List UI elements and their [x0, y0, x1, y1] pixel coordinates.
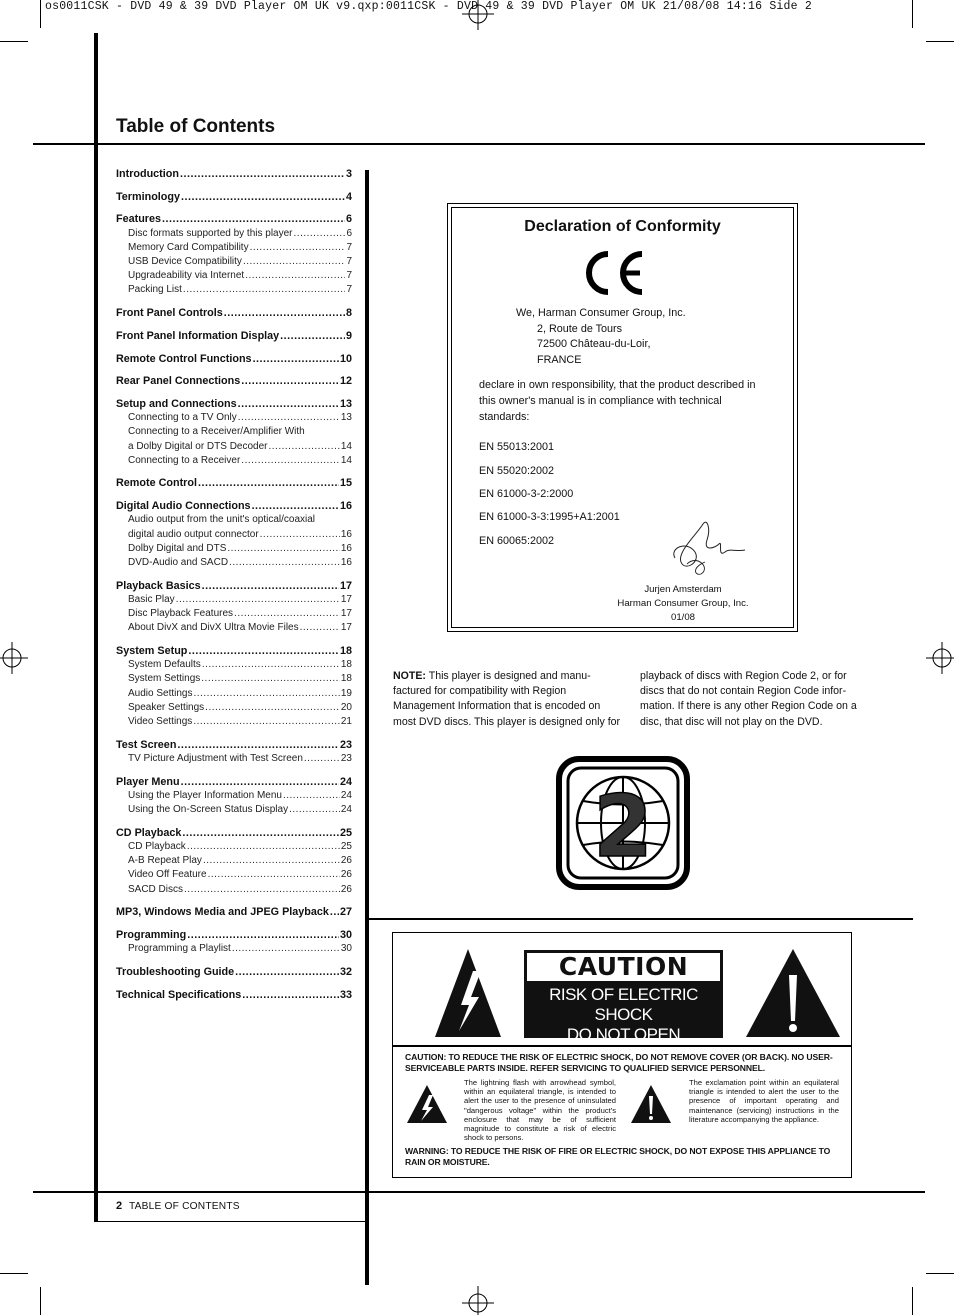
toc-entry-title: Test Screen — [116, 738, 177, 751]
toc-entry-title: Troubleshooting Guide — [116, 965, 235, 978]
toc-page-number: 10 — [339, 352, 352, 365]
toc-entry-title: Remote Control — [116, 477, 197, 490]
toc-page-number: 30 — [339, 928, 352, 941]
caution-panel — [392, 932, 852, 1178]
toc-entry-title: Using the On-Screen Status Display — [128, 804, 289, 816]
toc-leader-dots — [181, 775, 339, 789]
lightning-explanation: The lightning flash with arrowhead symbol, within an equilateral triangle, is intended to alert the user to the presence of uninsulated "dangerous voltage" within the product's enclosure that may be of sufficient magnitude to constitute a risk of electric shock to persons. — [464, 1078, 616, 1143]
column-divider-bar — [365, 170, 369, 1285]
toc-page-number: 9 — [345, 329, 352, 342]
toc-entry-title: Rear Panel Connections — [116, 375, 241, 388]
toc-page-number: 17 — [340, 608, 352, 620]
declaration-date: 01/08 — [670, 612, 695, 623]
address-line: 2, Route de Tours — [537, 322, 623, 335]
toc-section — [116, 738, 352, 766]
toc-entry-title: Player Menu — [116, 775, 180, 788]
toc-page-number: 24 — [340, 789, 352, 801]
toc-page-number: 33 — [339, 988, 352, 1001]
toc-subentry[interactable] — [116, 672, 352, 686]
exclamation-explanation: The exclamation point within an equilateral triangle is intended to alert the user to the presence of important operating and maintenance (servicing) instructions in the literature accompanying the appliance. — [689, 1078, 839, 1124]
toc-entry[interactable] — [116, 579, 352, 593]
header-rule — [33, 143, 925, 145]
registration-mark-top — [460, 0, 496, 32]
standard-item: EN 60065:2002 — [479, 535, 555, 547]
toc-subentry[interactable] — [116, 255, 352, 269]
note-text-1: This player is designed and manu-factured for compatibility with Region Management Information that is encoded on most DVD discs. This player is designed only for — [393, 670, 621, 728]
toc-page-number: 13 — [339, 397, 352, 410]
standard-item: EN 61000-3-3:1995+A1:2001 — [479, 511, 620, 523]
declaration-company: We, Harman Consumer Group, Inc. — [516, 307, 686, 319]
toc-entry-title: Connecting to a Receiver/Amplifier With — [128, 426, 305, 438]
lightning-small-icon — [405, 1083, 449, 1125]
toc-entry-title: Audio output from the unit's optical/coaxial — [128, 514, 316, 526]
toc-entry[interactable] — [116, 738, 352, 752]
page-title: Table of Contents — [116, 116, 276, 137]
toc-leader-dots — [283, 789, 340, 803]
toc-leader-dots — [181, 190, 345, 204]
toc-leader-dots — [241, 374, 339, 388]
toc-section — [116, 499, 352, 570]
toc-section — [116, 644, 352, 729]
toc-leader-dots — [182, 826, 339, 840]
toc-entry[interactable] — [116, 826, 352, 840]
toc-page-number: 18 — [340, 659, 352, 671]
table-of-contents — [116, 167, 352, 1010]
toc-page-number: 30 — [340, 943, 352, 955]
note-column-1 — [393, 669, 625, 730]
toc-entry[interactable] — [116, 644, 352, 658]
toc-subentry[interactable] — [116, 440, 352, 454]
toc-leader-dots — [260, 528, 340, 542]
toc-entry-title: TV Picture Adjustment with Test Screen — [128, 752, 303, 764]
exclamation-warning-icon — [743, 945, 843, 1041]
toc-subentry[interactable] — [116, 803, 352, 817]
toc-entry-title: Packing List — [128, 284, 182, 296]
declaration-statement: declare in own responsibility, that the product described in this owner's manual is in compliance with technical standards: — [479, 379, 756, 423]
declaration-title: Declaration of Conformity — [524, 218, 721, 235]
toc-entry-title: Introduction — [116, 168, 179, 180]
toc-subentry[interactable] — [116, 621, 352, 635]
toc-section — [116, 374, 352, 388]
toc-leader-dots — [243, 255, 346, 269]
toc-leader-dots — [188, 644, 339, 658]
toc-page-number: 16 — [340, 556, 352, 568]
toc-page-number: 16 — [340, 528, 352, 540]
toc-entry-title: System Defaults — [128, 659, 201, 671]
toc-leader-dots — [180, 167, 345, 181]
toc-entry-title: CD Playback — [116, 826, 182, 839]
toc-leader-dots — [235, 965, 339, 979]
toc-entry[interactable] — [116, 775, 352, 789]
toc-page-number: 20 — [340, 701, 352, 713]
toc-subentry[interactable] — [116, 283, 352, 297]
standard-item: EN 55020:2002 — [479, 465, 555, 477]
toc-section — [116, 397, 352, 468]
printer-slug: os0011CSK - DVD 49 & 39 DVD Player OM UK v9.qxp:0011CSK - DVD 49 & 39 DVD Player OM UK 21/08/08 14:16 Side 2 — [45, 0, 812, 13]
declaration-address — [516, 306, 686, 368]
toc-leader-dots — [193, 715, 340, 729]
toc-page-number: 7 — [346, 256, 352, 268]
lightning-warning-icon — [433, 945, 503, 1041]
declaration-signer — [603, 583, 763, 625]
toc-leader-dots — [242, 988, 339, 1002]
toc-entry-title: Programming a Playlist — [128, 943, 231, 955]
signature-image — [667, 518, 747, 578]
toc-page-number: 7 — [346, 241, 352, 253]
toc-entry[interactable] — [116, 905, 352, 919]
toc-section — [116, 352, 352, 366]
toc-section — [116, 579, 352, 636]
toc-section — [116, 988, 352, 1002]
toc-subentry[interactable] — [116, 227, 352, 241]
toc-page-number: 6 — [345, 213, 352, 226]
toc-leader-dots — [203, 854, 340, 868]
toc-leader-dots — [187, 840, 340, 854]
toc-entry-title: Connecting to a Receiver — [128, 454, 241, 466]
toc-entry-title: Dolby Digital and DTS — [128, 542, 227, 554]
toc-entry-title: Speaker Settings — [128, 701, 205, 713]
toc-page-number: 14 — [340, 454, 352, 466]
toc-subentry[interactable] — [116, 942, 352, 956]
toc-leader-dots — [194, 687, 340, 701]
toc-page-number: 7 — [346, 284, 352, 296]
toc-page-number: 25 — [340, 840, 352, 852]
toc-entry-title: DVD-Audio and SACD — [128, 556, 229, 568]
toc-leader-dots — [252, 499, 339, 513]
caution-divider — [393, 1045, 851, 1047]
toc-entry-title: Connecting to a TV Only — [128, 412, 237, 424]
toc-leader-dots — [232, 942, 340, 956]
toc-section — [116, 826, 352, 897]
toc-leader-dots — [245, 269, 345, 283]
toc-section — [116, 476, 352, 490]
toc-subentry[interactable] — [116, 542, 352, 556]
toc-entry[interactable] — [116, 397, 352, 411]
ce-mark-icon — [578, 248, 648, 298]
toc-section — [116, 928, 352, 956]
toc-leader-dots — [198, 476, 339, 490]
toc-entry-title: A-B Repeat Play — [128, 855, 202, 867]
left-margin-bar — [94, 33, 98, 1222]
risk-line: RISK OF ELECTRIC SHOCK — [549, 985, 698, 1024]
toc-entry[interactable] — [116, 476, 352, 490]
risk-line: DO NOT OPEN — [566, 1025, 681, 1044]
toc-entry[interactable] — [116, 499, 352, 513]
toc-page-number: 32 — [339, 965, 352, 978]
toc-entry-title: Remote Control Functions — [116, 352, 252, 365]
footer-rule — [33, 1191, 925, 1193]
note-label: NOTE: — [393, 670, 426, 682]
toc-leader-dots — [253, 352, 339, 366]
toc-page-number: 17 — [339, 579, 352, 592]
toc-entry-title: About DivX and DivX Ultra Movie Files — [128, 622, 299, 634]
region-code-number: 2 — [593, 777, 653, 877]
toc-entry-title: Programming — [116, 928, 187, 941]
toc-page-number: 13 — [340, 412, 352, 424]
toc-page-number: 17 — [340, 593, 352, 605]
toc-leader-dots — [184, 883, 340, 897]
caution-warning-bottom: WARNING: TO REDUCE THE RISK OF FIRE OR ELECTRIC SHOCK, DO NOT EXPOSE THIS APPLIANCE TO RAIN OR MOISTURE. — [405, 1146, 831, 1167]
toc-subentry[interactable] — [116, 241, 352, 255]
toc-entry-title: Disc Playback Features — [128, 608, 234, 620]
toc-entry[interactable] — [116, 306, 352, 320]
toc-entry[interactable] — [116, 988, 352, 1002]
toc-entry-title: Technical Specifications — [116, 988, 242, 1001]
toc-section — [116, 965, 352, 979]
toc-leader-dots — [201, 672, 340, 686]
standard-item: EN 61000-3-2:2000 — [479, 488, 574, 500]
registration-mark-bottom — [460, 1284, 496, 1315]
toc-page-number: 6 — [346, 227, 352, 239]
address-line: 72500 Château-du-Loir, — [537, 338, 651, 351]
toc-leader-dots — [162, 212, 345, 226]
toc-leader-dots — [234, 607, 340, 621]
declaration-box — [447, 203, 798, 632]
toc-page-number: 18 — [340, 673, 352, 685]
toc-page-number: 4 — [345, 190, 352, 203]
toc-page-number: 7 — [346, 270, 352, 282]
caution-label — [524, 950, 723, 1044]
toc-page-number: 12 — [339, 375, 352, 388]
signer-company: Harman Consumer Group, Inc. — [617, 598, 749, 609]
toc-leader-dots — [183, 283, 346, 297]
toc-page-number: 14 — [340, 440, 352, 452]
toc-entry-title: Playback Basics — [116, 579, 201, 592]
toc-entry[interactable] — [116, 212, 352, 226]
toc-entry-title: Features — [116, 213, 162, 226]
toc-entry[interactable] — [116, 352, 352, 366]
toc-subentry[interactable] — [116, 658, 352, 672]
toc-subentry[interactable] — [116, 715, 352, 729]
toc-entry-title: Front Panel Controls — [116, 307, 223, 320]
caution-risk-text — [524, 985, 723, 1045]
registration-mark-left — [0, 640, 30, 676]
toc-entry[interactable] — [116, 329, 352, 343]
toc-leader-dots — [202, 579, 339, 593]
note-column-2: playback of discs with Region Code 2, or for discs that do not contain Region Code infor-mation. If there is any other Region Code on a disc, that disc will not play on the DVD. — [640, 670, 857, 728]
toc-page-number: 25 — [339, 826, 352, 839]
toc-leader-dots — [229, 556, 340, 570]
toc-subentry[interactable] — [116, 854, 352, 868]
toc-leader-dots — [289, 803, 340, 817]
toc-entry[interactable] — [116, 374, 352, 388]
toc-page-number: 26 — [340, 883, 352, 895]
toc-leader-dots — [202, 658, 340, 672]
signer-name: Jurjen Amsterdam — [644, 584, 722, 595]
toc-entry-title: digital audio output connector — [128, 528, 259, 540]
toc-page-number: 19 — [340, 687, 352, 699]
toc-entry-title: Terminology — [116, 190, 180, 203]
toc-leader-dots — [300, 621, 340, 635]
toc-entry-title: SACD Discs — [128, 883, 184, 895]
toc-section — [116, 190, 352, 204]
toc-entry-title: Using the Player Information Menu — [128, 789, 282, 801]
page-number: 2 — [116, 1200, 123, 1212]
toc-subentry[interactable] — [116, 528, 352, 542]
registration-mark-right — [924, 640, 954, 676]
toc-section — [116, 329, 352, 343]
address-line: FRANCE — [537, 353, 582, 366]
toc-entry[interactable] — [116, 965, 352, 979]
toc-subentry[interactable] — [116, 556, 352, 570]
toc-subentry[interactable] — [116, 513, 352, 527]
toc-leader-dots — [187, 928, 339, 942]
toc-section — [116, 167, 352, 181]
exclamation-small-icon — [629, 1083, 673, 1125]
toc-page-number: 24 — [340, 804, 352, 816]
toc-leader-dots — [227, 542, 340, 556]
toc-entry-title: Audio Settings — [128, 687, 193, 699]
toc-page-number: 24 — [339, 775, 352, 788]
toc-entry-title: Digital Audio Connections — [116, 500, 251, 513]
caution-top-rule — [369, 918, 913, 920]
toc-entry[interactable] — [116, 167, 352, 181]
footer-section-title: TABLE OF CONTENTS — [129, 1201, 240, 1212]
toc-entry-title: System Setup — [116, 644, 188, 657]
toc-entry-title: Basic Play — [128, 593, 175, 605]
toc-entry-title: USB Device Compatibility — [128, 256, 242, 268]
toc-leader-dots — [304, 752, 340, 766]
toc-leader-dots — [208, 868, 340, 882]
toc-page-number: 16 — [339, 500, 352, 513]
toc-page-number: 23 — [339, 738, 352, 751]
toc-leader-dots — [224, 306, 345, 320]
toc-entry-title: CD Playback — [128, 840, 186, 852]
toc-entry-title: System Settings — [128, 673, 201, 685]
toc-subentry[interactable] — [116, 411, 352, 425]
toc-page-number: 26 — [340, 869, 352, 881]
standard-item: EN 55013:2001 — [479, 441, 555, 453]
toc-leader-dots — [330, 905, 339, 919]
toc-leader-dots — [241, 454, 340, 468]
toc-subentry[interactable] — [116, 687, 352, 701]
toc-leader-dots — [238, 411, 340, 425]
toc-leader-dots — [238, 397, 339, 411]
toc-page-number: 23 — [340, 752, 352, 764]
toc-subentry[interactable] — [116, 425, 352, 439]
toc-subentry[interactable] — [116, 840, 352, 854]
toc-page-number: 3 — [345, 168, 352, 180]
toc-entry-title: Disc formats supported by this player — [128, 227, 293, 239]
toc-page-number: 16 — [340, 542, 352, 554]
toc-page-number: 27 — [339, 906, 352, 919]
toc-subentry[interactable] — [116, 454, 352, 468]
toc-leader-dots — [250, 241, 346, 255]
toc-leader-dots — [205, 701, 340, 715]
toc-entry-title: Front Panel Information Display — [116, 329, 280, 342]
toc-subentry[interactable] — [116, 269, 352, 283]
toc-entry-title: Upgradeability via Internet — [128, 270, 245, 282]
toc-entry-title: Setup and Connections — [116, 397, 237, 410]
toc-page-number: 8 — [345, 307, 352, 320]
toc-subentry[interactable] — [116, 789, 352, 803]
toc-leader-dots — [177, 738, 339, 752]
footer-under-rule — [98, 1221, 365, 1222]
toc-page-number: 18 — [339, 644, 352, 657]
caution-warning-top: CAUTION: TO REDUCE THE RISK OF ELECTRIC SHOCK, DO NOT REMOVE COVER (OR BACK). NO USER-SERVICEABLE PARTS INSIDE. REFER SERVICING TO QUALIFIED SERVICE PERSONNEL. — [405, 1052, 833, 1073]
region-code-icon — [556, 756, 690, 890]
toc-subentry[interactable] — [116, 593, 352, 607]
toc-entry-title: a Dolby Digital or DTS Decoder — [128, 440, 268, 452]
toc-section — [116, 905, 352, 919]
toc-entry-title: Video Off Feature — [128, 869, 207, 881]
toc-page-number: 15 — [339, 477, 352, 490]
toc-section — [116, 775, 352, 818]
toc-leader-dots — [176, 593, 340, 607]
toc-entry[interactable] — [116, 190, 352, 204]
toc-subentry[interactable] — [116, 607, 352, 621]
toc-entry-title: MP3, Windows Media and JPEG Playback — [116, 906, 329, 919]
toc-page-number: 26 — [340, 855, 352, 867]
toc-page-number: 21 — [340, 716, 352, 727]
caution-heading: CAUTION — [527, 953, 720, 981]
toc-subentry[interactable] — [116, 868, 352, 882]
toc-subentry[interactable] — [116, 701, 352, 715]
toc-leader-dots — [280, 329, 345, 343]
toc-entry[interactable] — [116, 928, 352, 942]
toc-subentry[interactable] — [116, 752, 352, 766]
toc-entry-title: Memory Card Compatibility — [128, 241, 249, 253]
toc-page-number: 17 — [340, 622, 352, 634]
toc-section — [116, 306, 352, 320]
toc-subentry[interactable] — [116, 883, 352, 897]
toc-section — [116, 212, 352, 297]
toc-entry-title: Video Settings — [128, 716, 193, 727]
toc-leader-dots — [269, 440, 340, 454]
toc-leader-dots — [294, 227, 346, 241]
